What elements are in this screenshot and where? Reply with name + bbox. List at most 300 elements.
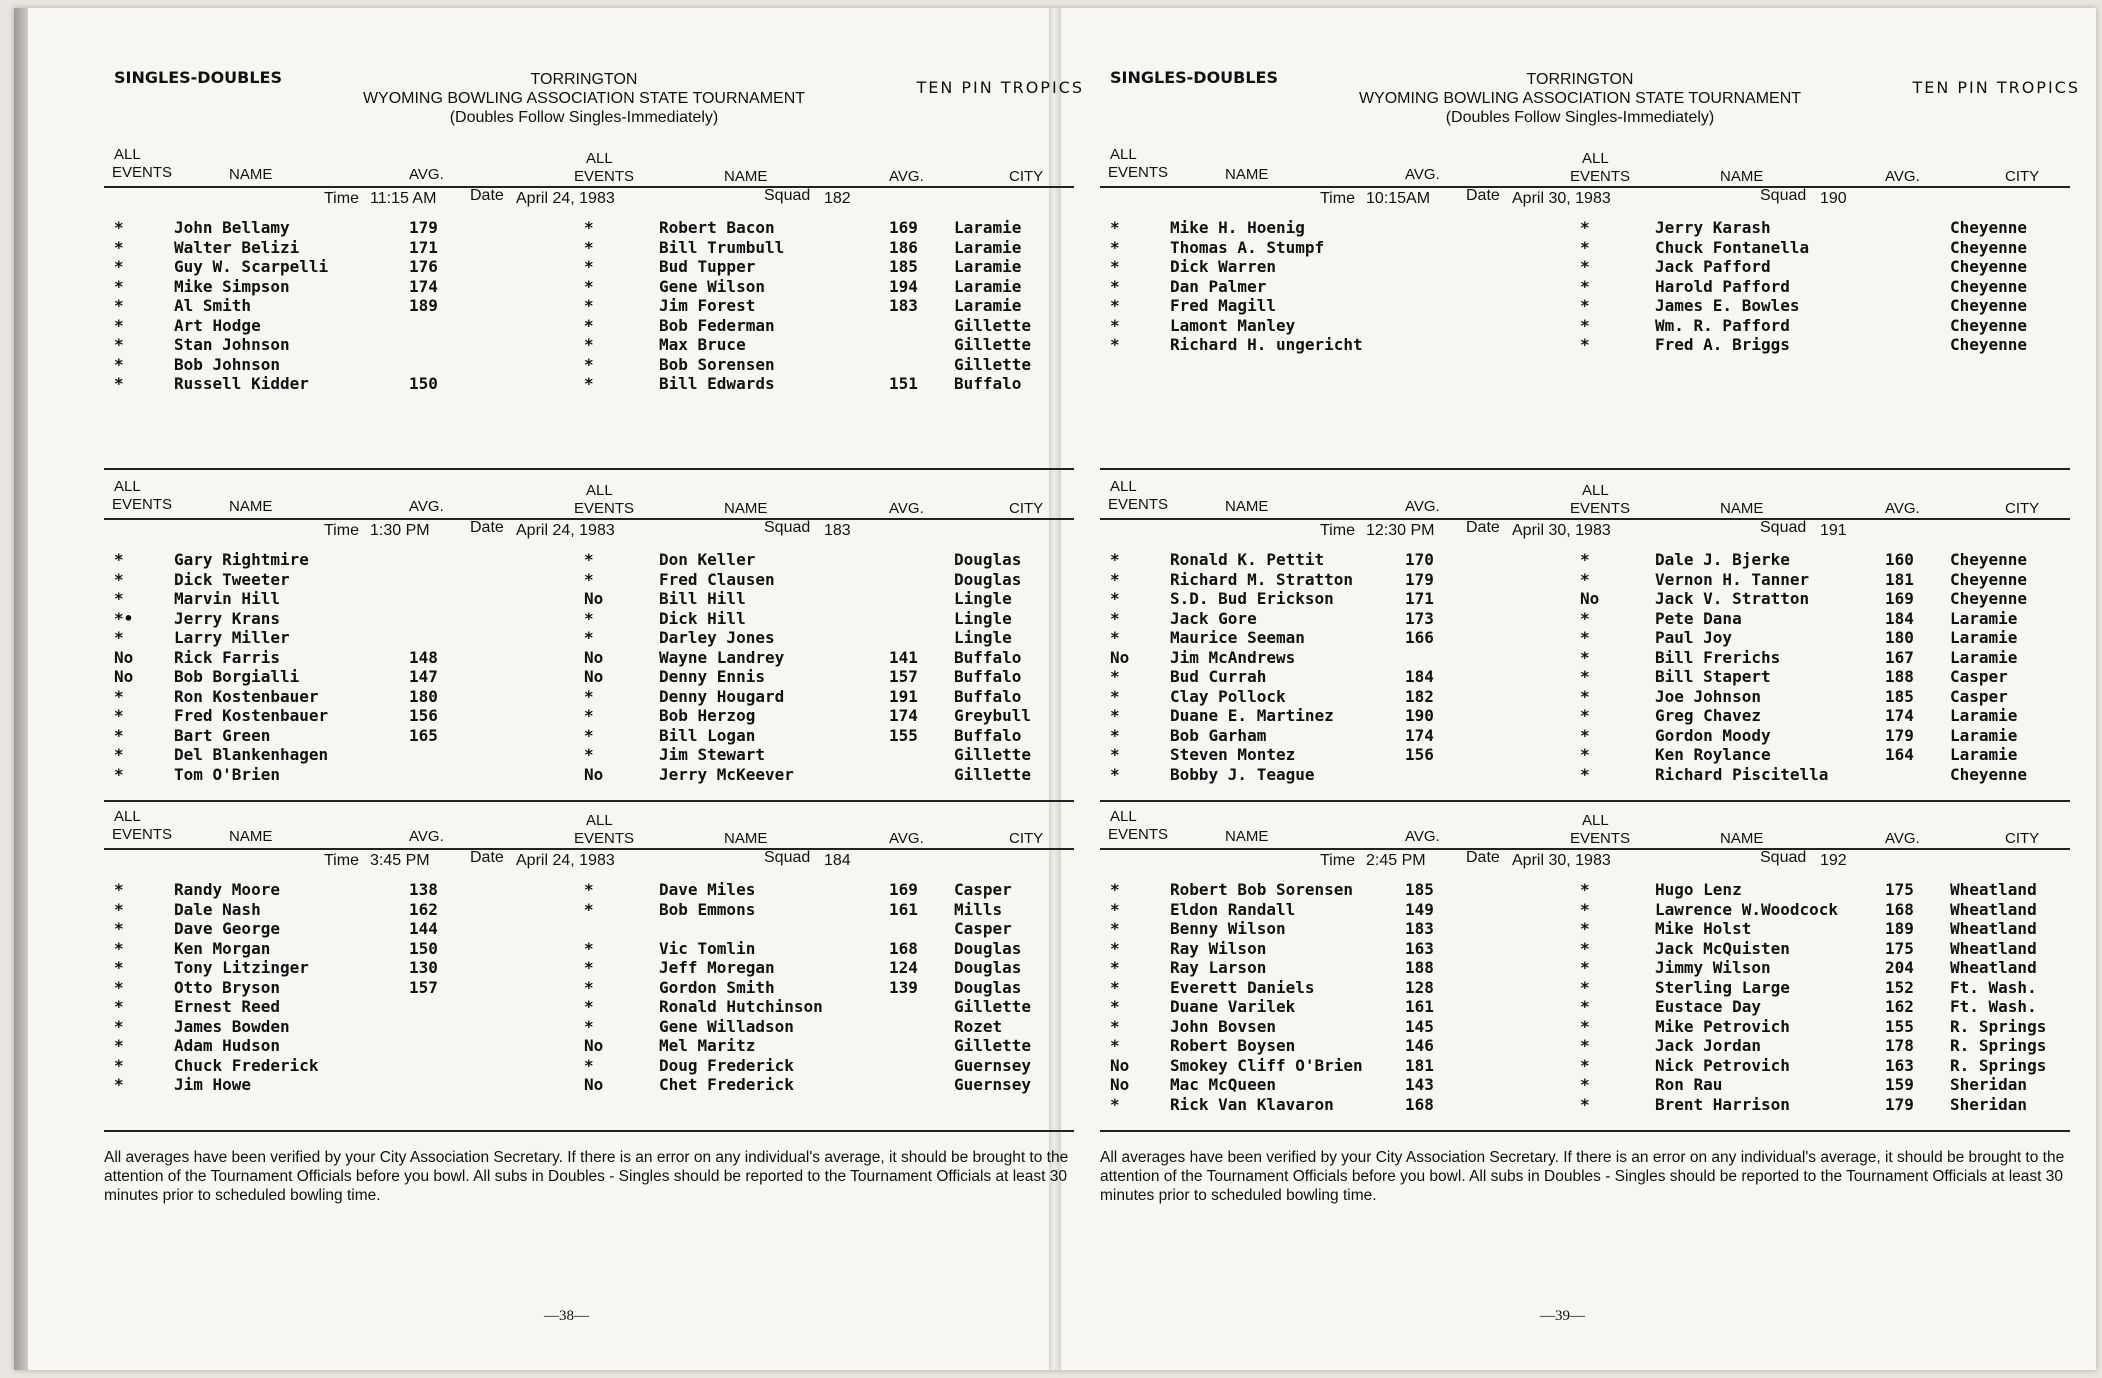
singles-bowler-avg: 182 [1405, 686, 1434, 706]
bowler-pair-row [104, 1036, 1074, 1056]
all-events-mark: * [114, 589, 124, 608]
averages-notice: All averages have been verified by your City Association Secretary. If there is an error on any individual's average, it should be brought to the attention of the Tournament Officials before you bowl. All subs in Doubles - Singles should be reported to the Tournament Officials at least 30 minutes prior to scheduled bowling time. [1100, 1149, 2065, 1204]
all-events-label: EVENTS [112, 826, 173, 843]
bowler-pair-row [104, 374, 1074, 394]
singles-bowler-avg: 150 [409, 374, 438, 393]
city-name: Buffalo [954, 725, 1022, 745]
doubles-partner-name: Mel Maritz [659, 1036, 756, 1055]
doubles-partner-name: Don Keller [659, 550, 756, 569]
doubles-partner-name: Dick Hill [659, 608, 746, 628]
squad-schedule [104, 519, 1074, 544]
time-label: Time [1320, 852, 1355, 869]
singles-bowler-name: Larry Miller [174, 628, 290, 647]
header-rule [104, 848, 1074, 850]
date-label: Date [1466, 849, 1500, 866]
singles-bowler-avg: 174 [409, 276, 438, 296]
section-divider [104, 800, 1074, 802]
doubles-partner-avg: 179 [1885, 725, 1914, 745]
bowler-pair-row [1100, 880, 2070, 900]
doubles-partner-name: Jack Jordan [1655, 1036, 1761, 1055]
all-events-mark: No [584, 1036, 604, 1055]
time-label: Time [1320, 190, 1355, 207]
doubles-partner-avg: 194 [889, 276, 918, 296]
singles-bowler-name: Adam Hudson [174, 1036, 280, 1055]
all-events-mark: * [1580, 315, 1590, 335]
city-name: Guernsey [954, 1055, 1032, 1075]
city-name: Gillette [954, 1036, 1032, 1055]
singles-bowler-name: Bud Currah [1170, 667, 1267, 686]
all-events-label: ALL [1110, 146, 1137, 163]
city-name: Laramie [1950, 608, 2018, 628]
all-events-mark: * [1580, 647, 1590, 667]
bowler-pair-row [1100, 570, 2070, 590]
doubles-partner-name: Gene Wilson [659, 276, 765, 296]
avg-column-header: AVG. [889, 168, 924, 185]
city-column-header: CITY [2005, 830, 2040, 847]
singles-bowler-name: Stan Johnson [174, 335, 290, 354]
booklet-spread [14, 8, 2096, 1370]
header-title-block [284, 70, 884, 127]
singles-bowler-name: Robert Boysen [1170, 1036, 1296, 1055]
squad-block [104, 808, 1074, 1138]
singles-bowler-name: Clay Pollock [1170, 686, 1286, 706]
singles-bowler-avg: 150 [409, 938, 438, 958]
doubles-partner-avg: 151 [889, 374, 918, 393]
doubles-partner-avg: 184 [1885, 608, 1914, 628]
singles-bowler-name: Steven Montez [1170, 745, 1296, 764]
singles-bowler-name: James Bowden [174, 1016, 290, 1036]
page-number: —39— [1540, 1308, 1585, 1324]
doubles-partner-name: Mike Petrovich [1655, 1016, 1790, 1036]
section-divider [104, 1130, 1074, 1132]
date-label: Date [470, 519, 504, 536]
all-events-mark: * [1580, 997, 1590, 1016]
singles-bowler-name: Tony Litzinger [174, 958, 309, 977]
singles-bowler-name: Everett Daniels [1170, 977, 1315, 997]
squad-time: 12:30 PM [1366, 522, 1435, 539]
squad-date: April 24, 1983 [516, 190, 615, 207]
squad-schedule [1100, 187, 2070, 212]
bowler-pair-row [1100, 745, 2070, 765]
all-events-mark: * [114, 880, 124, 899]
bowler-pair-row [104, 919, 1074, 939]
bowler-pair-row [104, 997, 1074, 1017]
city-name: Gillette [954, 997, 1032, 1016]
all-events-mark: * [114, 276, 124, 296]
time-label: Time [324, 190, 359, 207]
all-events-mark: * [1580, 764, 1590, 784]
doubles-partner-name: Greg Chavez [1655, 706, 1761, 725]
singles-bowler-name: Robert Bob Sorensen [1170, 880, 1354, 899]
doubles-partner-avg: 163 [1885, 1055, 1914, 1075]
bowler-pair-row [1100, 978, 2070, 998]
all-events-mark: * [1110, 276, 1120, 296]
all-events-mark: * [114, 354, 124, 374]
header-note: (Doubles Follow Singles-Immediately) [1445, 109, 1715, 126]
bowler-pair-row [104, 609, 1074, 629]
singles-bowler-avg: 162 [409, 899, 438, 919]
singles-bowler-avg: 174 [1405, 725, 1434, 745]
squad-number: 183 [824, 522, 851, 539]
bowler-pair-row [1100, 958, 2070, 978]
bowler-list [1100, 550, 2070, 784]
doubles-partner-avg: 169 [889, 218, 918, 237]
doubles-partner-name: Joe Johnson [1655, 686, 1761, 706]
all-events-mark: * [1580, 237, 1590, 257]
all-events-mark: No [1580, 589, 1600, 608]
all-events-mark: No [1110, 1055, 1130, 1075]
doubles-partner-name: Bob Sorensen [659, 354, 775, 374]
singles-bowler-name: Dale Nash [174, 899, 261, 919]
column-headers [1100, 146, 2070, 186]
singles-bowler-avg: 179 [1405, 569, 1434, 589]
squad-label: Squad [1760, 519, 1807, 536]
squad-number: 184 [824, 852, 851, 869]
name-column-header: NAME [229, 828, 273, 845]
all-events-label: ALL [586, 482, 613, 499]
all-events-mark: * [1580, 608, 1590, 628]
singles-bowler-avg: 171 [1405, 589, 1434, 608]
averages-notice: All averages have been verified by your City Association Secretary. If there is an error on any individual's average, it should be brought to the attention of the Tournament Officials before you bowl. All subs in Doubles - Singles should be reported to the Tournament Officials at least 30 minutes prior to scheduled bowling time. [104, 1149, 1069, 1204]
bowler-pair-row [1100, 900, 2070, 920]
doubles-partner-avg: 164 [1885, 745, 1914, 764]
all-events-mark: * [1580, 938, 1590, 958]
all-events-mark: * [1580, 257, 1590, 276]
all-events-label: ALL [1582, 150, 1609, 167]
singles-bowler-avg: 180 [409, 686, 438, 706]
section-divider [1100, 468, 2070, 470]
city-name: Buffalo [954, 667, 1022, 686]
all-events-mark: * [114, 745, 124, 764]
doubles-partner-name: Jack Pafford [1655, 257, 1771, 276]
singles-bowler-name: Tom O'Brien [174, 764, 280, 784]
all-events-mark: * [584, 725, 594, 745]
all-events-mark: * [1580, 706, 1590, 725]
header-rule [104, 518, 1074, 520]
page-39 [1080, 8, 2080, 1370]
squad-block [1100, 146, 2070, 476]
bowler-pair-row [104, 939, 1074, 959]
bowler-pair-row [104, 1017, 1074, 1037]
doubles-partner-name: Ken Roylance [1655, 745, 1771, 764]
bowler-pair-row [104, 687, 1074, 707]
city-name: Wheatland [1950, 958, 2037, 977]
doubles-partner-name: Dale J. Bjerke [1655, 550, 1790, 569]
city-name: Cheyenne [1950, 589, 2028, 608]
doubles-partner-avg: 183 [889, 296, 918, 315]
doubles-partner-name: Jack V. Stratton [1655, 589, 1810, 608]
singles-bowler-avg: 168 [1405, 1094, 1434, 1114]
city-name: Wheatland [1950, 919, 2037, 938]
all-events-mark: * [114, 374, 124, 393]
all-events-mark: * [1580, 628, 1590, 647]
all-events-mark: * [114, 628, 124, 647]
doubles-partner-name: Sterling Large [1655, 977, 1790, 997]
singles-bowler-name: Ray Wilson [1170, 938, 1267, 958]
bowler-list [104, 880, 1074, 1095]
all-events-label: ALL [114, 478, 141, 495]
singles-bowler-name: Duane E. Martinez [1170, 706, 1334, 725]
doubles-partner-avg: 179 [1885, 1094, 1914, 1114]
all-events-mark: * [1110, 745, 1120, 764]
column-headers [104, 146, 1074, 186]
bowler-pair-row [104, 257, 1074, 277]
bowler-pair-row [1100, 765, 2070, 785]
doubles-partner-name: Bud Tupper [659, 257, 756, 276]
bowler-pair-row [1100, 550, 2070, 570]
city-name: Douglas [954, 958, 1022, 977]
name-column-header: NAME [724, 168, 768, 185]
header-title-block [1280, 70, 1880, 127]
column-headers [1100, 808, 2070, 848]
all-events-label: EVENTS [574, 830, 635, 847]
all-events-mark: * [114, 764, 124, 784]
bowler-list [1100, 880, 2070, 1114]
city-name: R. Springs [1950, 1055, 2047, 1075]
city-name: Laramie [954, 237, 1022, 257]
singles-bowler-name: Jerry Krans [174, 608, 280, 628]
all-events-label: EVENTS [1570, 500, 1631, 517]
all-events-mark: * [584, 276, 594, 296]
all-events-mark: * [1580, 1094, 1590, 1114]
singles-bowler-name: Dick Tweeter [174, 569, 290, 589]
singles-bowler-avg: 144 [409, 919, 438, 938]
all-events-mark: * [584, 374, 594, 393]
city-name: Sheridan [1950, 1075, 2028, 1094]
singles-bowler-avg: 185 [1405, 880, 1434, 899]
singles-bowler-avg: 165 [409, 725, 438, 745]
all-events-label: ALL [1110, 478, 1137, 495]
squad-time: 10:15AM [1366, 190, 1431, 207]
page-38 [84, 8, 1084, 1370]
all-events-label: EVENTS [1108, 164, 1169, 181]
bowler-pair-row [1100, 919, 2070, 939]
singles-bowler-name: Guy W. Scarpelli [174, 257, 329, 276]
bowler-pair-row [104, 218, 1074, 238]
all-events-mark: * [1110, 257, 1120, 276]
all-events-mark: * [584, 257, 594, 276]
bowler-pair-row [1100, 335, 2070, 355]
city-column-header: CITY [1009, 168, 1044, 185]
doubles-partner-avg: 152 [1885, 977, 1914, 997]
bowler-pair-row [104, 238, 1074, 258]
doubles-partner-avg: 162 [1885, 997, 1914, 1016]
city-column-header: CITY [1009, 500, 1044, 517]
singles-bowler-avg: 156 [409, 706, 438, 725]
all-events-mark: * [584, 745, 594, 764]
all-events-mark: No [584, 667, 604, 686]
city-name: Buffalo [954, 374, 1022, 393]
bowler-pair-row [104, 1075, 1074, 1095]
header-venue: TEN PIN TROPICS [916, 78, 1084, 97]
doubles-partner-name: Jerry Karash [1655, 218, 1771, 237]
bowler-pair-row [104, 900, 1074, 920]
city-name: Cheyenne [1950, 276, 2028, 296]
header-location: TORRINGTON [1526, 71, 1634, 88]
header-event-type: SINGLES-DOUBLES [1110, 68, 1279, 87]
all-events-mark: * [584, 997, 594, 1016]
all-events-label: EVENTS [1570, 168, 1631, 185]
singles-bowler-name: Randy Moore [174, 880, 280, 899]
doubles-partner-name: Darley Jones [659, 628, 775, 647]
bowler-pair-row [104, 277, 1074, 297]
all-events-mark: * [1110, 550, 1120, 569]
singles-bowler-name: Mike Simpson [174, 276, 290, 296]
all-events-label: EVENTS [1108, 826, 1169, 843]
singles-bowler-name: Ray Larson [1170, 958, 1267, 977]
all-events-mark: * [114, 218, 124, 237]
all-events-mark: * [584, 1055, 594, 1075]
city-name: Greybull [954, 706, 1032, 725]
bowler-pair-row [1100, 628, 2070, 648]
city-name: Sheridan [1950, 1094, 2028, 1114]
all-events-mark: * [584, 335, 594, 354]
time-label: Time [324, 852, 359, 869]
bowler-pair-row [104, 706, 1074, 726]
squad-label: Squad [764, 849, 811, 866]
all-events-label: ALL [114, 808, 141, 825]
singles-bowler-avg: 143 [1405, 1075, 1434, 1094]
all-events-mark: * [1580, 335, 1590, 354]
name-column-header: NAME [1225, 828, 1269, 845]
doubles-partner-name: Bob Federman [659, 315, 775, 335]
all-events-label: ALL [586, 812, 613, 829]
column-headers [1100, 478, 2070, 518]
all-events-mark: * [584, 296, 594, 315]
doubles-partner-avg: 174 [889, 706, 918, 725]
doubles-partner-name: James E. Bowles [1655, 296, 1800, 315]
singles-bowler-name: Mac McQueen [1170, 1075, 1276, 1094]
city-name: Cheyenne [1950, 569, 2028, 589]
bowler-pair-row [1100, 1095, 2070, 1115]
all-events-mark: * [1110, 1036, 1120, 1055]
all-events-mark: * [1580, 667, 1590, 686]
singles-bowler-name: S.D. Bud Erickson [1170, 589, 1334, 608]
all-events-mark: * [114, 1036, 124, 1055]
doubles-partner-avg: 189 [1885, 919, 1914, 938]
city-name: Cheyenne [1950, 296, 2028, 315]
header-tournament: WYOMING BOWLING ASSOCIATION STATE TOURNAMENT [1358, 90, 1802, 107]
doubles-partner-avg: 181 [1885, 569, 1914, 589]
doubles-partner-name: Dave Miles [659, 880, 756, 899]
header-rule [1100, 518, 2070, 520]
all-events-mark: No [1110, 1075, 1130, 1094]
singles-bowler-name: Thomas A. Stumpf [1170, 237, 1325, 257]
all-events-mark: * [1110, 997, 1120, 1016]
all-events-mark: * [1580, 725, 1590, 745]
bowler-pair-row [1100, 1056, 2070, 1076]
all-events-mark: * [1580, 899, 1590, 919]
all-events-label: ALL [114, 146, 141, 163]
singles-bowler-name: Bob Borgialli [174, 667, 300, 686]
squad-block [104, 146, 1074, 476]
singles-bowler-name: Jim Howe [174, 1075, 252, 1094]
city-name: Cheyenne [1950, 550, 2028, 569]
bowler-pair-row [1100, 687, 2070, 707]
singles-bowler-avg: 171 [409, 237, 438, 257]
header-note: (Doubles Follow Singles-Immediately) [449, 109, 719, 126]
singles-bowler-name: Lamont Manley [1170, 315, 1296, 335]
city-name: Gillette [954, 764, 1032, 784]
doubles-partner-avg: 161 [889, 899, 918, 919]
column-headers [104, 808, 1074, 848]
singles-bowler-name: Smokey Cliff O'Brien [1170, 1055, 1363, 1075]
doubles-partner-avg: 155 [889, 725, 918, 745]
squad-date: April 30, 1983 [1512, 190, 1611, 207]
bowler-pair-row [1100, 316, 2070, 336]
all-events-mark: * [114, 1075, 124, 1094]
city-name: Cheyenne [1950, 237, 2028, 257]
singles-bowler-avg: 156 [1405, 745, 1434, 764]
doubles-partner-name: Gene Willadson [659, 1016, 794, 1036]
time-label: Time [1320, 522, 1355, 539]
all-events-mark: * [1110, 1016, 1120, 1036]
header-venue: TEN PIN TROPICS [1912, 78, 2080, 97]
all-events-mark: * [1580, 745, 1590, 764]
header-rule [104, 186, 1074, 188]
bowler-pair-row [1100, 997, 2070, 1017]
doubles-partner-name: Bob Emmons [659, 899, 756, 919]
avg-column-header: AVG. [1885, 500, 1920, 517]
all-events-mark: * [584, 218, 594, 237]
singles-bowler-name: Ken Morgan [174, 938, 271, 958]
squad-number: 192 [1820, 852, 1847, 869]
all-events-mark: * [1110, 880, 1120, 899]
all-events-mark: * [114, 257, 124, 276]
all-events-mark: * [1580, 550, 1590, 569]
singles-bowler-name: Mike H. Hoenig [1170, 218, 1305, 237]
doubles-partner-name: Jim Stewart [659, 745, 765, 764]
singles-bowler-avg: 148 [409, 647, 438, 667]
date-label: Date [1466, 187, 1500, 204]
bowler-pair-row [104, 296, 1074, 316]
singles-bowler-name: Jack Gore [1170, 608, 1257, 628]
all-events-mark: * [1110, 608, 1120, 628]
doubles-partner-name: Brent Harrison [1655, 1094, 1790, 1114]
section-divider [1100, 800, 2070, 802]
city-name: Cheyenne [1950, 315, 2028, 335]
doubles-partner-avg: 168 [1885, 899, 1914, 919]
doubles-partner-name: Bill Stapert [1655, 667, 1771, 686]
bowler-pair-row [1100, 939, 2070, 959]
singles-bowler-name: Richard H. ungericht [1170, 335, 1363, 354]
doubles-partner-avg: 159 [1885, 1075, 1914, 1094]
all-events-mark: *• [114, 608, 134, 628]
doubles-partner-avg: 124 [889, 958, 918, 977]
singles-bowler-name: Otto Bryson [174, 977, 280, 997]
city-name: Douglas [954, 977, 1022, 997]
doubles-partner-avg: 155 [1885, 1016, 1914, 1036]
header-location: TORRINGTON [530, 71, 638, 88]
city-name: Mills [954, 899, 1003, 919]
city-name: Wheatland [1950, 899, 2037, 919]
singles-bowler-avg: 146 [1405, 1036, 1434, 1055]
bowler-pair-row [1100, 589, 2070, 609]
doubles-partner-name: Bob Herzog [659, 706, 756, 725]
singles-bowler-name: Dave George [174, 919, 280, 938]
squad-label: Squad [764, 519, 811, 536]
city-name: R. Springs [1950, 1016, 2047, 1036]
avg-column-header: AVG. [409, 828, 444, 845]
bowler-pair-row [104, 726, 1074, 746]
time-label: Time [324, 522, 359, 539]
all-events-mark: * [1580, 1016, 1590, 1036]
doubles-partner-avg: 180 [1885, 628, 1914, 647]
singles-bowler-name: John Bovsen [1170, 1016, 1276, 1036]
singles-bowler-name: Marvin Hill [174, 589, 280, 608]
all-events-mark: * [114, 686, 124, 706]
doubles-partner-name: Robert Bacon [659, 218, 775, 237]
